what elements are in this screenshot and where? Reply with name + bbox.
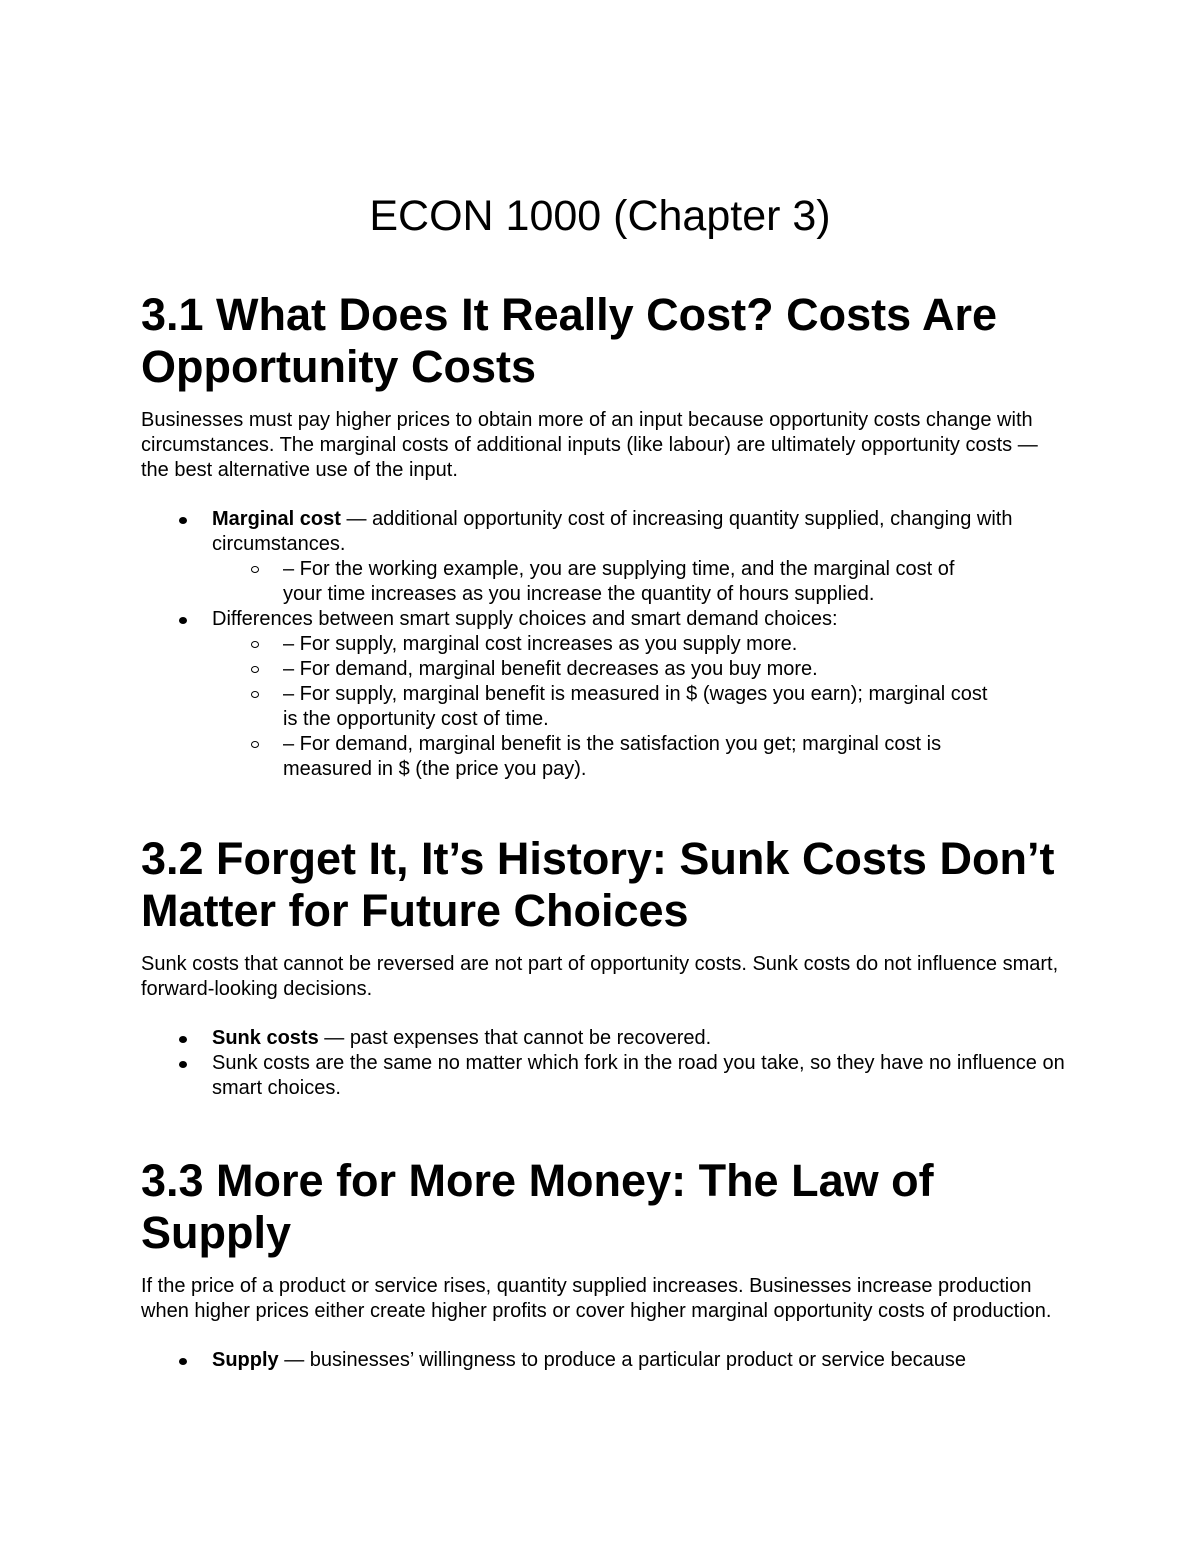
section-3-3 xyxy=(141,1155,1071,1373)
list-item xyxy=(141,1026,1067,1051)
circle-bullet-icon xyxy=(251,566,259,573)
term-definition: — additional opportunity cost of increasing quantity supplied, changing with circumstances. xyxy=(212,508,1013,555)
bullet-list xyxy=(141,507,1071,782)
section-3-1 xyxy=(141,289,1071,782)
list-item xyxy=(141,1348,1067,1373)
section-heading: 3.3 More for More Money: The Law of Supply xyxy=(141,1155,934,1258)
section-paragraph: Sunk costs that cannot be reversed are not part of opportunity costs. Sunk costs do not influence smart, forward-looking decisions. xyxy=(141,953,1059,1000)
sub-item-text: – For demand, marginal benefit is the satisfaction you get; marginal cost is measured in $ (the price you pay). xyxy=(283,733,942,780)
sub-list-item xyxy=(141,682,992,732)
circle-bullet-icon xyxy=(251,666,259,673)
list-item-text: Differences between smart supply choices and smart demand choices: xyxy=(212,608,838,630)
list-item xyxy=(141,1051,1067,1101)
section-heading: 3.2 Forget It, It’s History: Sunk Costs Don’t Matter for Future Choices xyxy=(141,833,1055,936)
sub-list-item xyxy=(141,557,992,607)
sub-item-text: – For supply, marginal benefit is measured in $ (wages you earn); marginal cost is the opportunity cost of time. xyxy=(283,683,988,730)
term-label: Supply xyxy=(212,1349,279,1371)
sub-list xyxy=(141,632,1067,782)
sub-list-item xyxy=(141,632,992,657)
sub-list xyxy=(141,557,1067,607)
bullet-icon xyxy=(179,617,187,624)
term-definition: — past expenses that cannot be recovered. xyxy=(318,1027,712,1049)
section-paragraph: Businesses must pay higher prices to obtain more of an input because opportunity costs change with circumstances. The marginal costs of additional inputs (like labour) are ultimately opportunity costs — the best alternative use of the input. xyxy=(141,409,1038,481)
bullet-list xyxy=(141,1348,1071,1373)
section-heading: 3.1 What Does It Really Cost? Costs Are Opportunity Costs xyxy=(141,289,998,392)
bullet-icon xyxy=(179,517,187,524)
list-item xyxy=(141,607,1067,782)
bullet-icon xyxy=(179,1358,187,1365)
list-item xyxy=(141,507,1067,607)
document-title: ECON 1000 (Chapter 3) xyxy=(369,192,831,240)
circle-bullet-icon xyxy=(251,641,259,648)
term-definition: — businesses’ willingness to produce a particular product or service because xyxy=(278,1349,967,1371)
sub-list-item xyxy=(141,657,992,682)
sub-item-text: – For the working example, you are supplying time, and the marginal cost of your time increases as you increase the quantity of hours supplied. xyxy=(283,558,955,605)
list-item-text: Sunk costs are the same no matter which fork in the road you take, so they have no influence on smart choices. xyxy=(212,1052,1065,1099)
term-label: Sunk costs xyxy=(212,1027,319,1049)
circle-bullet-icon xyxy=(251,691,259,698)
bullet-list xyxy=(141,1026,1071,1101)
sub-list-item xyxy=(141,732,992,782)
bullet-icon xyxy=(179,1061,187,1068)
sub-item-text: – For demand, marginal benefit decreases as you buy more. xyxy=(283,658,818,680)
sub-item-text: – For supply, marginal cost increases as you supply more. xyxy=(283,633,798,655)
term-label: Marginal cost xyxy=(212,508,341,530)
section-3-2 xyxy=(141,833,1071,1101)
bullet-icon xyxy=(179,1036,187,1043)
circle-bullet-icon xyxy=(251,741,259,748)
section-paragraph: If the price of a product or service rises, quantity supplied increases. Businesses increase production when higher prices either create higher profits or cover higher marginal opportunity costs of production. xyxy=(141,1275,1052,1322)
